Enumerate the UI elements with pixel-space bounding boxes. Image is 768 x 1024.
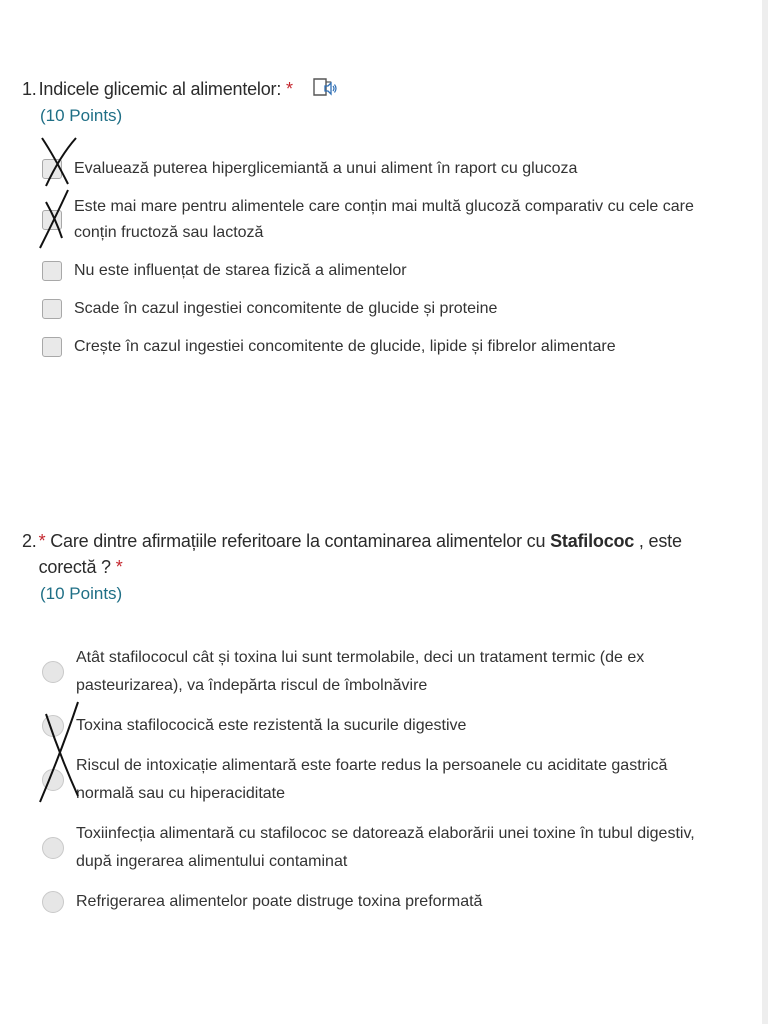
option-2-1[interactable] bbox=[42, 644, 722, 700]
checkbox[interactable] bbox=[42, 299, 62, 319]
question-2-title bbox=[39, 528, 722, 580]
option-label: Nu este influențat de starea fizică a alimentelor bbox=[74, 262, 407, 279]
option-2-3[interactable] bbox=[42, 752, 722, 808]
question-2-text-before: Care dintre afirmațiile referitoare la contaminarea alimentelor cu bbox=[50, 531, 551, 551]
question-1-header bbox=[22, 76, 722, 102]
question-2-options bbox=[22, 644, 722, 916]
question-2-text-bold: Stafilococ bbox=[550, 531, 635, 551]
required-asterisk: * bbox=[285, 79, 293, 99]
option-label: Toxina stafilococică este rezistentă la sucurile digestive bbox=[76, 717, 467, 734]
option-label: Este mai mare pentru alimentele care conțin mai multă glucoză comparativ cu cele care conțin fructoză sau lactoză bbox=[74, 198, 694, 241]
option-1-1[interactable] bbox=[42, 156, 722, 182]
radio-button[interactable] bbox=[42, 837, 64, 859]
option-label: Scade în cazul ingestiei concomitente de glucide și proteine bbox=[74, 300, 498, 317]
checkbox[interactable] bbox=[42, 210, 62, 230]
option-1-3[interactable] bbox=[42, 258, 722, 284]
question-1-number: 1. bbox=[22, 79, 37, 99]
option-2-4[interactable] bbox=[42, 820, 722, 876]
question-2-text-after: , este corectă ? bbox=[38, 531, 682, 577]
option-label: Atât stafilococul cât și toxina lui sunt termolabile, deci un tratament termic (de ex pasteurizarea), va îndepărta riscul de îmbolnăvire bbox=[76, 649, 645, 694]
question-2-number: 2. bbox=[22, 531, 37, 551]
lead-asterisk: * bbox=[38, 531, 46, 551]
question-1-title bbox=[39, 76, 722, 102]
immersive-reader-speaker-icon[interactable] bbox=[312, 77, 338, 99]
question-2 bbox=[22, 528, 722, 928]
radio-button[interactable] bbox=[42, 891, 64, 913]
option-1-4[interactable] bbox=[42, 296, 722, 322]
option-label: Riscul de intoxicație alimentară este foarte redus la persoanele cu aciditate gastrică normală sau cu hiperaciditate bbox=[76, 757, 668, 802]
option-2-5[interactable] bbox=[42, 888, 722, 916]
required-asterisk: * bbox=[115, 557, 123, 577]
radio-button[interactable] bbox=[42, 715, 64, 737]
question-1-text: Indicele glicemic al alimentelor: bbox=[38, 79, 282, 99]
radio-button[interactable] bbox=[42, 769, 64, 791]
option-label: Refrigerarea alimentelor poate distruge toxina preformată bbox=[76, 893, 483, 910]
question-1-options bbox=[22, 156, 722, 360]
option-label: Evaluează puterea hiperglicemiantă a unui aliment în raport cu glucoza bbox=[74, 160, 578, 177]
option-2-2[interactable] bbox=[42, 712, 722, 740]
scrollbar-edge bbox=[762, 0, 768, 1024]
checkbox[interactable] bbox=[42, 159, 62, 179]
checkbox[interactable] bbox=[42, 261, 62, 281]
question-1 bbox=[22, 76, 722, 372]
question-1-points: (10 Points) bbox=[40, 106, 123, 125]
option-label: Crește în cazul ingestiei concomitente de glucide, lipide și fibrelor alimentare bbox=[74, 338, 616, 355]
option-1-5[interactable] bbox=[42, 334, 722, 360]
question-2-header bbox=[22, 528, 722, 580]
radio-button[interactable] bbox=[42, 661, 64, 683]
option-1-2[interactable] bbox=[42, 194, 722, 246]
question-2-points: (10 Points) bbox=[40, 584, 123, 603]
checkbox[interactable] bbox=[42, 337, 62, 357]
option-label: Toxiinfecția alimentară cu stafilococ se datorează elaborării unei toxine în tubul digestiv, după ingerarea alimentului contaminat bbox=[76, 825, 695, 870]
